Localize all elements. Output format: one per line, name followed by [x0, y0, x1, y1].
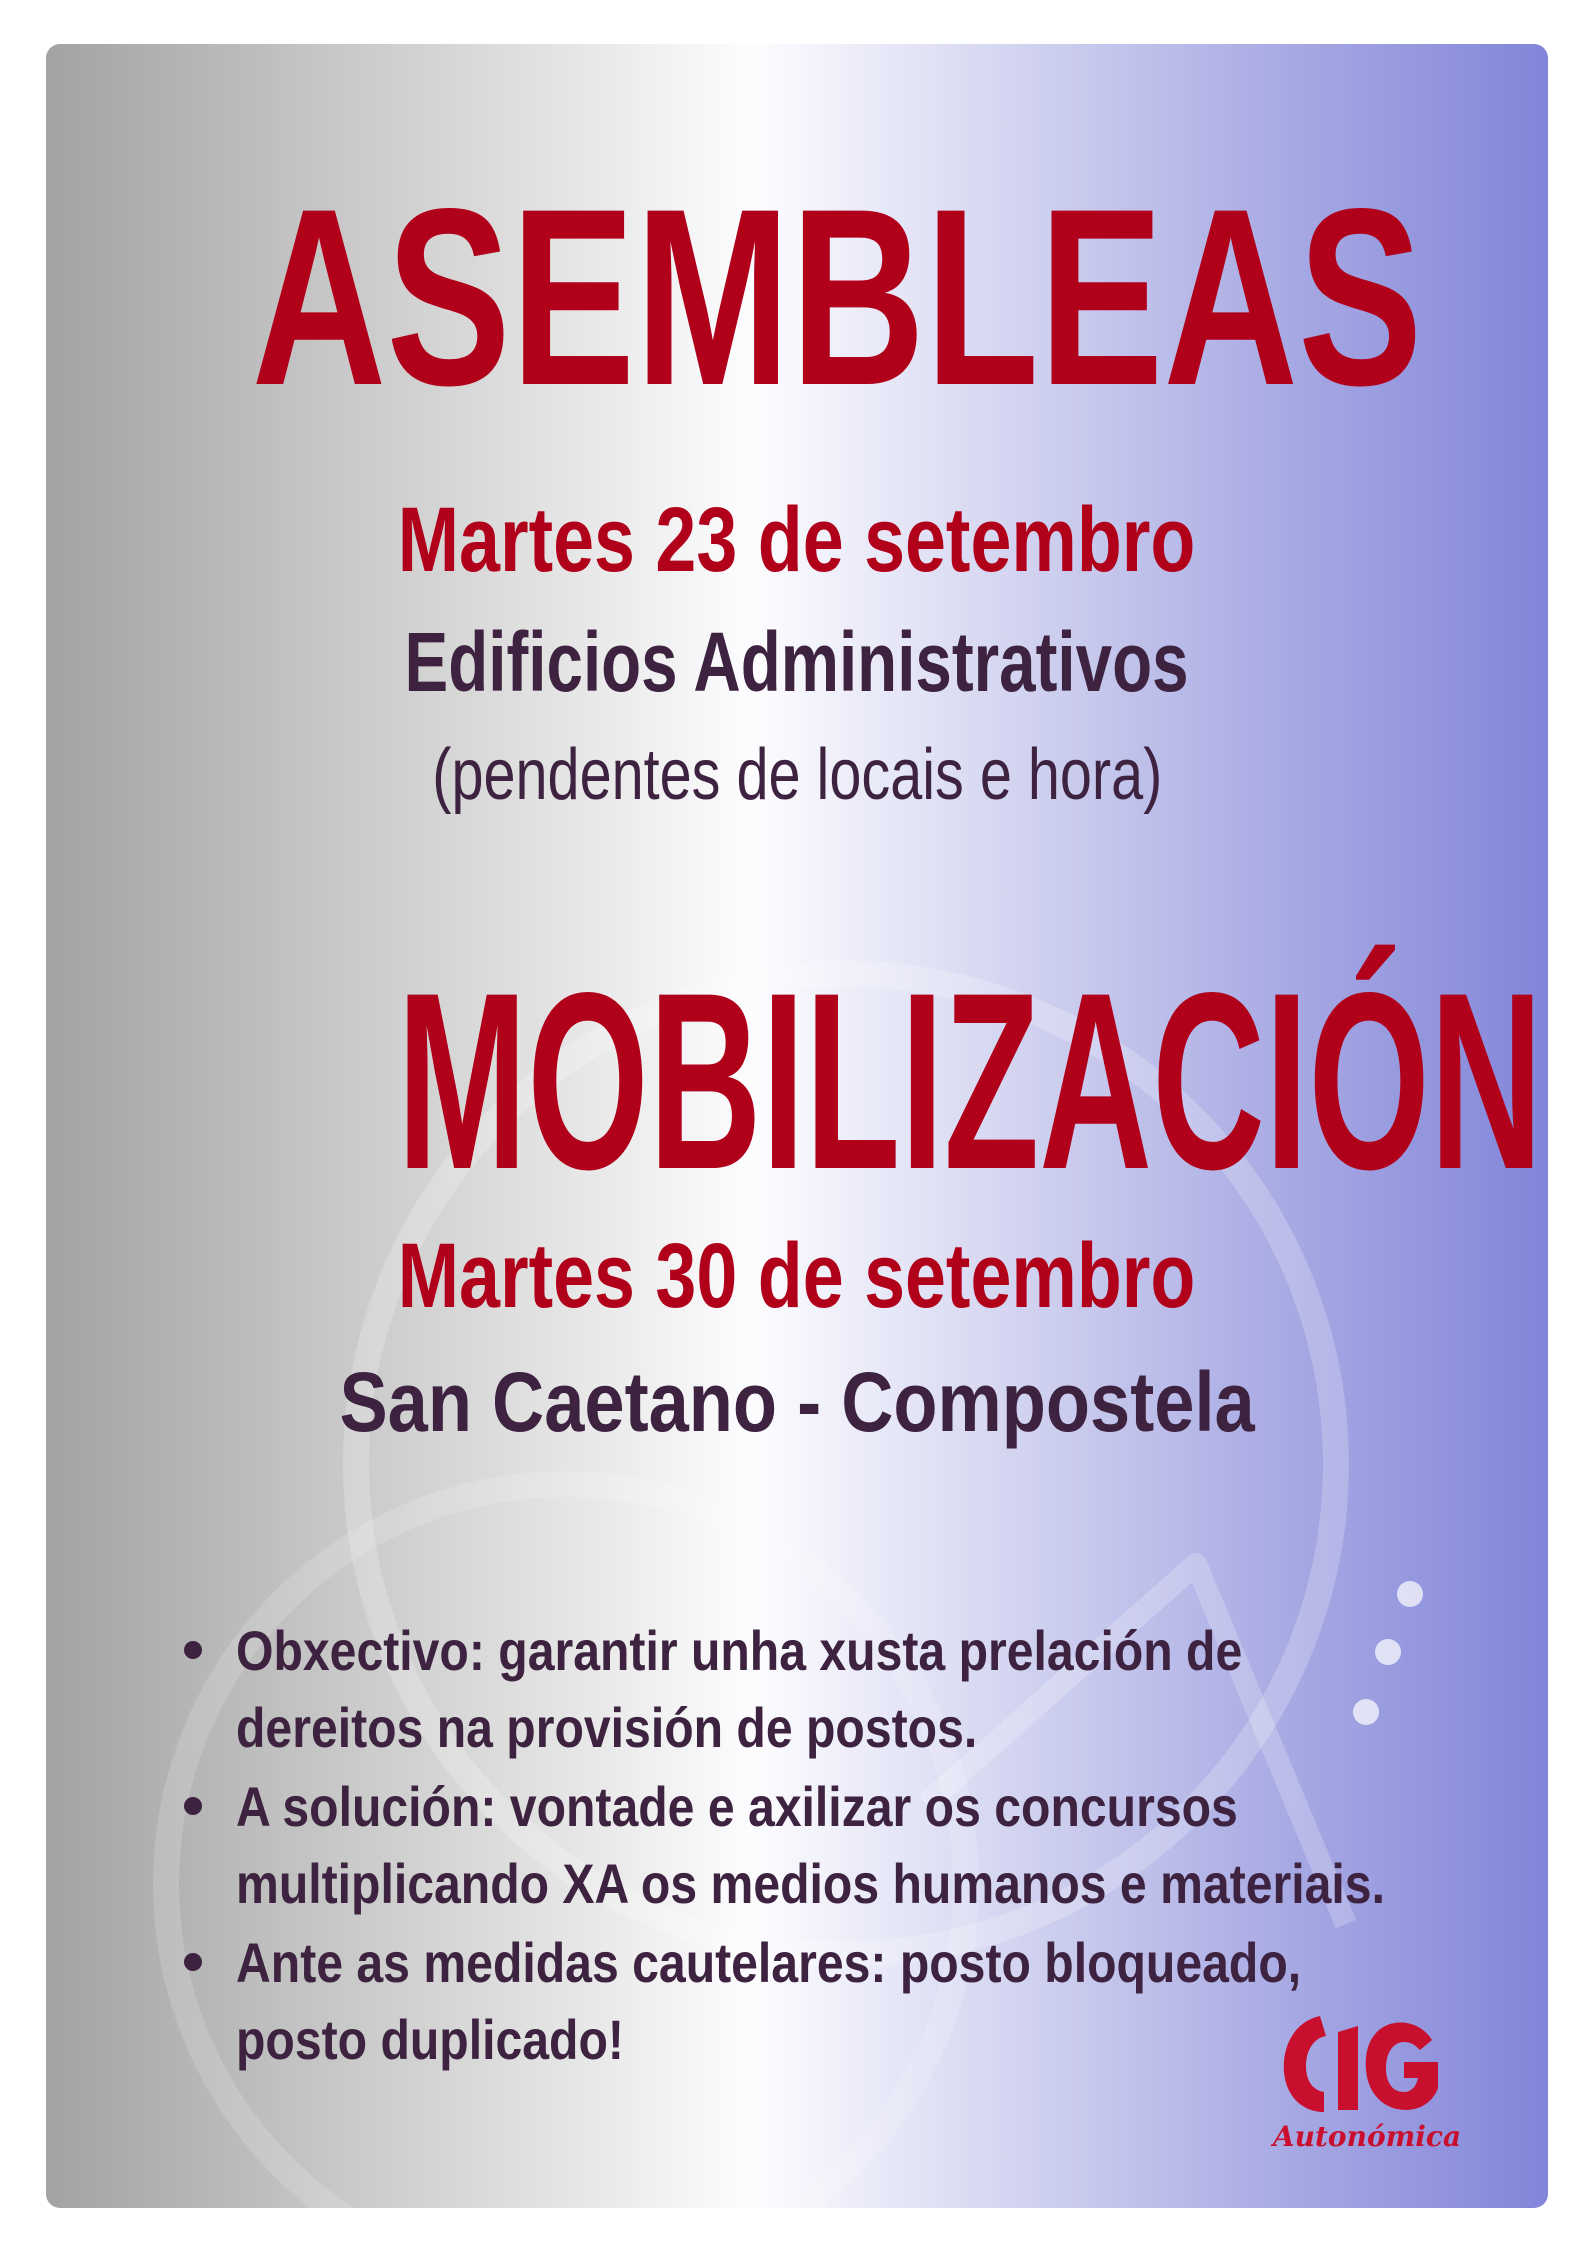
heading-asambleas-text: ASEMBLEAS — [251, 157, 1423, 438]
bullet-line: dereitos na provisión de postos. — [236, 1696, 978, 1759]
bullet-line: Obxectivo: garantir unha xusta prelación de — [236, 1619, 1243, 1682]
assembly-note — [46, 734, 1548, 816]
bullet-text — [236, 1612, 1440, 1766]
bullet-icon — [184, 1641, 202, 1659]
bullet-line: posto duplicado! — [236, 2008, 624, 2071]
bullet-line: A solución: vontade e axilizar os concursos — [236, 1775, 1238, 1838]
bullet-text — [236, 1924, 1440, 2078]
assembly-note-text: (pendentes de locais e hora) — [431, 735, 1163, 815]
bullet-icon — [184, 1797, 202, 1815]
bullet-item-solution — [176, 1768, 1476, 1922]
logo-subtitle: Autonómica — [1272, 2120, 1462, 2153]
bullet-text — [236, 1768, 1440, 1922]
assembly-date-text: Martes 23 de setembro — [398, 489, 1196, 591]
heading-mobilizacion-text: MOBILIZACIÓN — [397, 941, 1543, 1222]
mobilization-date-text: Martes 30 de setembro — [398, 1225, 1196, 1327]
cig-logo — [1262, 1988, 1462, 2138]
bullet-item-objective — [176, 1612, 1476, 1766]
heading-mobilizacion — [46, 941, 1548, 1222]
mobilization-date — [46, 1224, 1548, 1329]
assembly-place-text: Edificios Administrativos — [405, 615, 1189, 709]
mobilization-place-text: San Caetano - Compostela — [339, 1355, 1255, 1449]
bullet-line: Ante as medidas cautelares: posto bloqueado, — [236, 1931, 1302, 1994]
heading-asambleas — [46, 157, 1548, 438]
bullet-icon — [184, 1953, 202, 1971]
assembly-date — [46, 488, 1548, 593]
mobilization-place — [46, 1354, 1548, 1451]
assembly-place — [46, 614, 1548, 711]
poster — [46, 44, 1548, 2208]
bullet-line: multiplicando XA os medios humanos e materiais. — [236, 1852, 1385, 1915]
